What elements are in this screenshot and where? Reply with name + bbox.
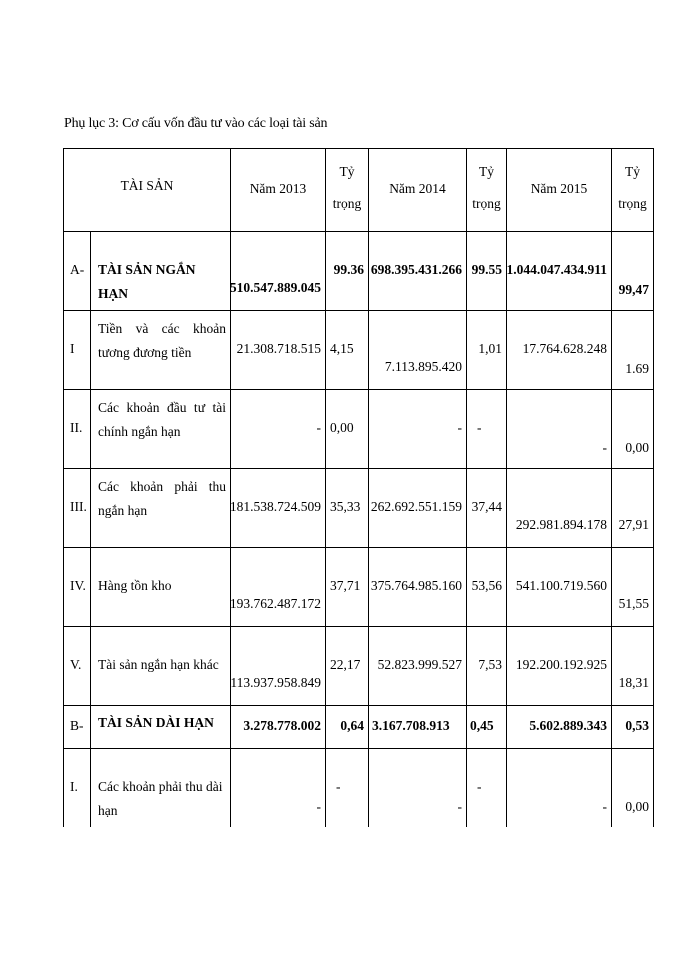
row-name: Tiền và các khoản tương đương tiền xyxy=(98,321,226,360)
header-2015-cell xyxy=(507,149,612,232)
value-2015: 292.981.894.178 xyxy=(515,517,607,532)
value-2015: - xyxy=(602,440,607,455)
row-name: Các khoản đầu tư tài chính ngắn hạn xyxy=(98,400,226,439)
ratio-2015: 0,53 xyxy=(625,718,649,733)
header-ratio-line1: Tỷ xyxy=(625,164,640,179)
header-year-2013: Năm 2013 xyxy=(249,181,307,196)
value-2015: 541.100.719.560 xyxy=(515,578,607,593)
table-row xyxy=(64,232,654,311)
value-2015: 192.200.192.925 xyxy=(515,657,607,672)
value-2015: 1.044.047.434.911 xyxy=(506,262,607,277)
value-2014: 7.113.895.420 xyxy=(384,359,462,374)
row-index: IV. xyxy=(70,578,86,593)
value-2015: 17.764.628.248 xyxy=(522,341,607,356)
header-ratio-2013-cell xyxy=(326,149,369,232)
value-2014: 375.764.985.160 xyxy=(370,578,462,593)
header-ratio-line2: trọng xyxy=(332,196,362,211)
value-2013: 21.308.718.515 xyxy=(236,341,321,356)
row-name: Các khoản phải thu ngắn hạn xyxy=(98,479,226,518)
header-ratio-line2: trọng xyxy=(472,196,501,211)
header-ratio-2015-cell xyxy=(612,149,654,232)
value-2013: - xyxy=(316,420,321,435)
ratio-2013: 0,64 xyxy=(340,718,364,733)
row-index: II. xyxy=(70,420,83,435)
ratio-2015: 18,31 xyxy=(618,675,649,690)
row-index: B- xyxy=(70,718,84,733)
row-name: Tài sản ngắn hạn khác xyxy=(98,657,219,672)
row-name: Các khoản phải thu dài hạn xyxy=(98,779,223,818)
row-index: I. xyxy=(70,779,78,794)
ratio-2013: 35,33 xyxy=(330,499,361,514)
header-assets-cell xyxy=(64,149,231,232)
ratio-2013: 4,15 xyxy=(330,341,354,356)
value-2013: - xyxy=(316,799,321,814)
ratio-2015: 99,47 xyxy=(618,282,649,297)
ratio-2015: 51,55 xyxy=(618,596,649,611)
table-row xyxy=(64,749,654,828)
header-ratio-line1: Tỷ xyxy=(339,164,355,179)
table-header-row xyxy=(64,149,654,232)
ratio-2014: - xyxy=(477,779,482,794)
row-index: III. xyxy=(70,499,87,514)
header-ratio-line1: Tỷ xyxy=(479,164,494,179)
row-name: TÀI SẢN DÀI HẠN xyxy=(98,715,214,730)
ratio-2015: 27,91 xyxy=(618,517,649,532)
header-ratio-2014-cell xyxy=(467,149,507,232)
table-row xyxy=(64,311,654,390)
table-row xyxy=(64,469,654,548)
ratio-2014: 7,53 xyxy=(478,657,502,672)
value-2013: 113.937.958.849 xyxy=(230,675,321,690)
ratio-2013: 22,17 xyxy=(330,657,361,672)
table-row xyxy=(64,706,654,749)
table-row xyxy=(64,548,654,627)
ratio-2014: 53,56 xyxy=(471,578,502,593)
value-2013: 181.538.724.509 xyxy=(229,499,321,514)
ratio-2015: 0,00 xyxy=(625,799,649,814)
table-row xyxy=(64,627,654,706)
ratio-2015: 0,00 xyxy=(625,440,649,455)
header-year-2014: Năm 2014 xyxy=(389,181,446,196)
value-2015: - xyxy=(602,799,607,814)
value-2013: 510.547.889.045 xyxy=(229,280,321,295)
ratio-2013: 99.36 xyxy=(333,262,364,277)
ratio-2014: 1,01 xyxy=(478,341,502,356)
value-2014: - xyxy=(457,420,462,435)
value-2014: 52.823.999.527 xyxy=(377,657,462,672)
value-2014: 262.692.551.159 xyxy=(370,499,462,514)
header-year-2015: Năm 2015 xyxy=(530,181,588,196)
row-index: V. xyxy=(70,657,82,672)
ratio-2014: 99.55 xyxy=(471,262,502,277)
row-name: Hàng tồn kho xyxy=(98,578,172,593)
ratio-2015: 1.69 xyxy=(625,361,649,376)
page-title: Phụ lục 3: Cơ cấu vốn đầu tư vào các loại tài sản xyxy=(64,116,328,131)
value-2013: 3.278.778.002 xyxy=(243,718,321,733)
value-2014: 698.395.431.266 xyxy=(370,262,462,277)
ratio-2014: 0,45 xyxy=(470,718,494,733)
value-2013: 193.762.487.172 xyxy=(229,596,321,611)
ratio-2014: 37,44 xyxy=(471,499,502,514)
ratio-2013: - xyxy=(336,779,341,794)
row-name: TÀI SẢN NGẮN HẠN xyxy=(98,262,196,301)
value-2015: 5.602.889.343 xyxy=(529,718,607,733)
asset-structure-table xyxy=(63,148,654,827)
value-2014: - xyxy=(457,799,462,814)
ratio-2013: 37,71 xyxy=(330,578,361,593)
value-2014: 3.167.708.913 xyxy=(372,718,450,733)
table-row xyxy=(64,390,654,469)
header-2013-cell xyxy=(231,149,326,232)
header-assets: TÀI SẢN xyxy=(120,178,174,193)
header-2014-cell xyxy=(369,149,467,232)
row-index: A- xyxy=(70,262,85,277)
header-ratio-line2: trọng xyxy=(618,196,647,211)
ratio-2014: - xyxy=(477,420,482,435)
row-index: I xyxy=(70,341,75,356)
ratio-2013: 0,00 xyxy=(330,420,354,435)
